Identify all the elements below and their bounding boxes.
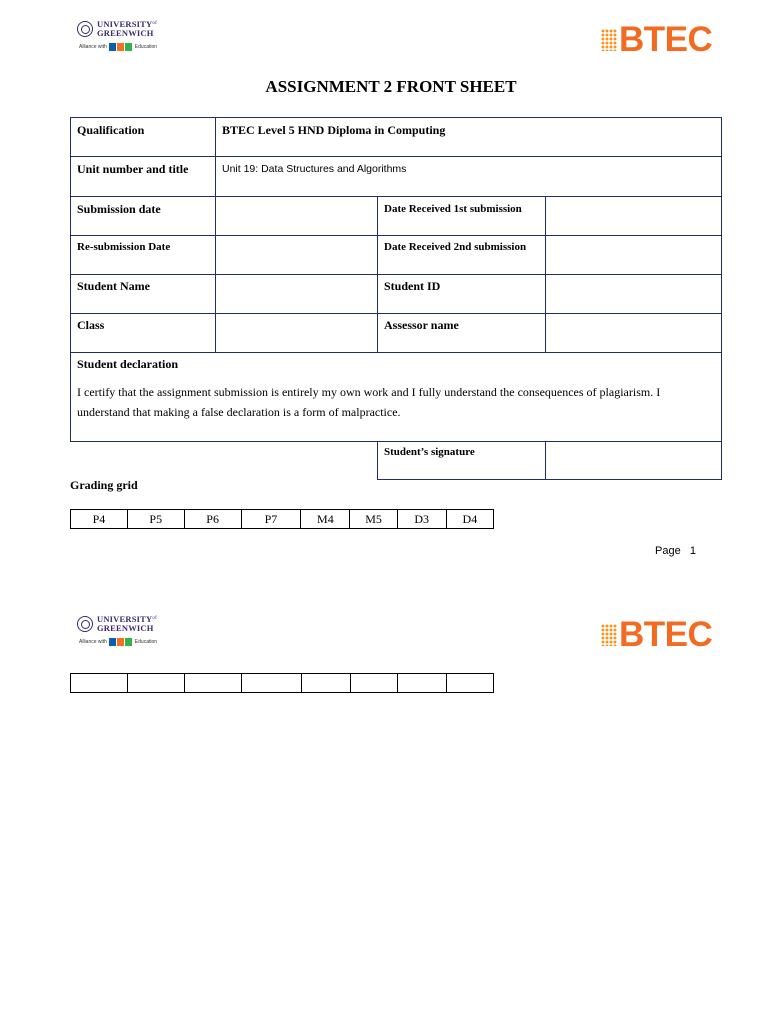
grading-cell-d3: D3 <box>397 510 446 529</box>
grade-cell-6[interactable] <box>350 674 397 693</box>
alliance-suffix: Education <box>134 639 158 645</box>
greenwich-crest-icon <box>77 616 93 632</box>
btec-logo <box>601 20 712 60</box>
qualification-label: Qualification <box>70 117 216 157</box>
btec-dots-icon <box>601 29 617 51</box>
grading-cell-d4: D4 <box>446 510 493 529</box>
class-label: Class <box>70 313 216 353</box>
university-of-greenwich-logo <box>77 20 167 60</box>
student-id-label: Student ID <box>377 274 546 314</box>
grading-cell-p6: P6 <box>184 510 241 529</box>
date-received-1-field[interactable] <box>545 196 722 236</box>
qualification-value: BTEC Level 5 HND Diploma in Computing <box>215 117 722 157</box>
grading-cell-p4: P4 <box>71 510 128 529</box>
date-received-2-field[interactable] <box>545 235 722 275</box>
signature-field[interactable] <box>545 441 722 480</box>
assessor-name-label: Assessor name <box>377 313 546 353</box>
class-field[interactable] <box>215 313 378 353</box>
grade-cell-1[interactable] <box>71 674 128 693</box>
grade-cell-8[interactable] <box>446 674 493 693</box>
university-line2: GREENWICH <box>97 27 154 38</box>
student-name-label: Student Name <box>70 274 216 314</box>
grading-grid <box>70 509 494 529</box>
student-name-field[interactable] <box>215 274 378 314</box>
resubmission-date-field[interactable] <box>215 235 378 275</box>
assessor-name-field[interactable] <box>545 313 722 353</box>
date-received-2-label: Date Received 2nd submission <box>377 235 546 275</box>
submission-date-label: Submission date <box>70 196 216 236</box>
grading-cell-p5: P5 <box>127 510 184 529</box>
grade-cell-2[interactable] <box>127 674 184 693</box>
grade-cell-5[interactable] <box>301 674 350 693</box>
btec-dots-icon <box>601 624 617 646</box>
page-label: Page <box>655 545 681 557</box>
page-title: ASSIGNMENT 2 FRONT SHEET <box>265 77 517 96</box>
alliance-suffix: Education <box>134 44 158 50</box>
grading-cell-p7: P7 <box>241 510 301 529</box>
student-id-field[interactable] <box>545 274 722 314</box>
grade-cell-3[interactable] <box>184 674 241 693</box>
university-of-greenwich-logo-page2 <box>77 615 167 655</box>
alliance-prefix: Alliance with <box>79 44 107 50</box>
alliance-prefix: Alliance with <box>79 639 107 645</box>
grading-cell-m4: M4 <box>301 510 350 529</box>
university-line1: UNIVERSITY <box>97 19 153 29</box>
grading-cell-m5: M5 <box>350 510 397 529</box>
university-line2: GREENWICH <box>97 622 154 633</box>
university-of: of <box>152 21 157 26</box>
fpt-logo-icon <box>109 43 133 51</box>
declaration-box <box>70 352 722 442</box>
btec-wordmark: BTEC <box>619 20 713 59</box>
grading-grid-label: Grading grid <box>70 478 138 492</box>
unit-label: Unit number and title <box>70 156 216 197</box>
page-number-value: 1 <box>689 545 696 557</box>
university-line1: UNIVERSITY <box>97 614 153 624</box>
grade-cell-4[interactable] <box>241 674 301 693</box>
page-number <box>655 545 696 557</box>
fpt-logo-icon <box>109 638 133 646</box>
btec-logo-page2 <box>601 615 712 655</box>
date-received-1-label: Date Received 1st submission <box>377 196 546 236</box>
resubmission-date-label: Re-submission Date <box>70 235 216 275</box>
grade-cell-7[interactable] <box>397 674 446 693</box>
grading-criteria-row <box>71 510 494 529</box>
declaration-label: Student declaration <box>77 357 179 371</box>
submission-date-field[interactable] <box>215 196 378 236</box>
declaration-text: I certify that the assignment submission is entirely my own work and I fully understand the consequences of plagiarism. I understand that making a false declaration is a form of malpractice. <box>77 385 661 419</box>
grading-empty-row <box>71 674 494 693</box>
greenwich-crest-icon <box>77 21 93 37</box>
university-of: of <box>152 616 157 621</box>
btec-wordmark: BTEC <box>619 615 713 654</box>
signature-label: Student’s signature <box>377 441 546 480</box>
grading-grid-page2 <box>70 673 494 693</box>
unit-value: Unit 19: Data Structures and Algorithms <box>215 156 722 197</box>
